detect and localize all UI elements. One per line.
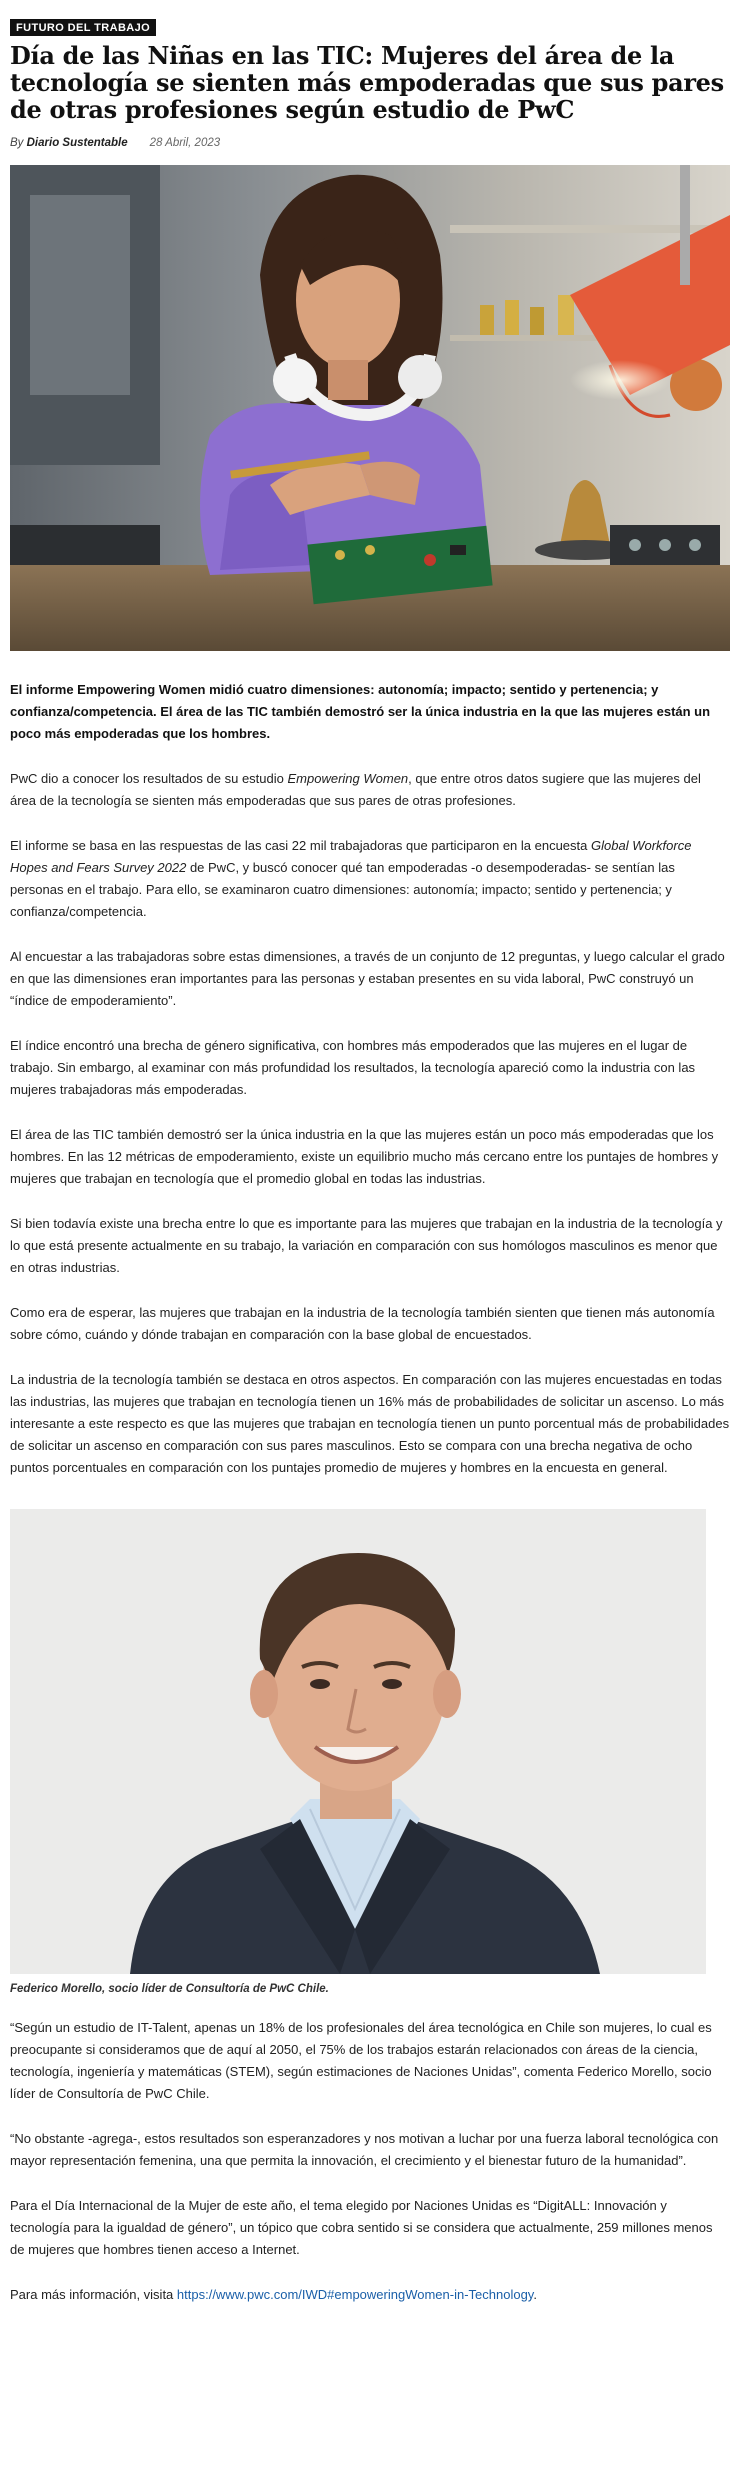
man-in-suit-portrait-photo	[10, 1509, 706, 1974]
lead-paragraph: El informe Empowering Women midió cuatro dimensiones: autonomía; impacto; sentido y pertenencia; y confianza/competencia. El área de las TIC también demostró ser la única industria en la que las mujeres están un poco más empoderadas que los hombres.	[10, 682, 711, 741]
article-body-continued	[10, 2017, 730, 2306]
more-info-link[interactable]: https://www.pwc.com/IWD#empoweringWomen-in-Technology	[176, 2287, 534, 2302]
paragraph: “No obstante -agrega-, estos resultados son esperanzadores y nos motivan a luchar por una fuerza laboral tecnológica con mayor representación femenina, una que permita la innovación, el crecimiento y el bienestar futuro de la humanidad”.	[10, 2131, 719, 2168]
paragraph: Al encuestar a las trabajadoras sobre estas dimensiones, a través de un conjunto de 12 preguntas, y luego calcular el grado en que las dimensiones eran importantes para las personas y estaban presentes en su vida laboral, PwC construyó un “índice de empoderamiento”.	[10, 949, 725, 1008]
paragraph: “Según un estudio de IT-Talent, apenas un 18% de los profesionales del área tecnológica en Chile son mujeres, lo cual es preocupante si consideramos que de aquí al 2050, el 75% de los trabajos estarán relacionados con áreas de la ciencia, tecnología, ingeniería y matemáticas (STEM), según estimaciones de Naciones Unidas”, comenta Federico Morello, socio líder de Consultoría de PwC Chile.	[10, 2020, 712, 2101]
paragraph	[10, 768, 730, 812]
portrait-image	[10, 1509, 706, 1974]
byline	[10, 137, 128, 149]
image-caption: Federico Morello, socio líder de Consultoría de PwC Chile.	[10, 1983, 329, 1995]
paragraph: Para el Día Internacional de la Mujer de este año, el tema elegido por Naciones Unidas es “DigitALL: Innovación y tecnología para la igualdad de género”, un tópico que cobra sentido si se considera que actualmente, 259 millones menos de mujeres que hombres tienen acceso a Internet.	[10, 2198, 713, 2257]
category-badge[interactable]: FUTURO DEL TRABAJO	[10, 19, 156, 36]
hero-image	[10, 165, 730, 651]
paragraph: Si bien todavía existe una brecha entre lo que es importante para las mujeres que trabajan en la industria de la tecnología y lo que está presente actualmente en su trabajo, la variación en comparación con sus homólogos masculinos es menor que en otras industrias.	[10, 1216, 723, 1275]
paragraph: El índice encontró una brecha de género significativa, con hombres más empoderados que las mujeres en el lugar de trabajo. Sin embargo, al examinar con más profundidad los resultados, la tecnología apareció como la industria con las mujeres trabajadoras más empoderadas.	[10, 1038, 696, 1097]
emphasis-text: Global Workforce Hopes and Fears Survey 2022	[10, 838, 692, 875]
article-meta	[10, 137, 730, 149]
emphasis-text: Empowering Women	[287, 771, 409, 786]
paragraph-text: El informe se basa en las respuestas de las casi 22 mil trabajadoras que participaron en la encuesta	[10, 838, 591, 853]
paragraph-text: Para más información, visita	[10, 2287, 177, 2302]
paragraph-text: de PwC, y buscó conocer qué tan empoderadas -o desempoderadas- se sentían las personas en el trabajo. Para ello, se examinaron cuatro dimensiones: autonomía; impacto; sentido y pertenencia; y confianza/competencia.	[10, 860, 675, 919]
article-title: Día de las Niñas en las TIC: Mujeres del área de la tecnología se sienten más empoderadas que sus pares de otras profesiones según estudio de PwC	[10, 41, 724, 124]
by-label: By	[10, 137, 24, 149]
paragraph: La industria de la tecnología también se destaca en otros aspectos. En comparación con las mujeres encuestadas en todas las industrias, las mujeres que trabajan en tecnología tienen un 16% más de probabilidades de solicitar un ascenso. Lo más interesante a este respecto es que las mujeres que trabajan en tecnología tienen un punto porcentual más de probabilidades de solicitar un ascenso en comparación con sus pares masculinos. Esto se compara con una brecha negativa de ocho puntos porcentuales en comparación con los puntajes promedio de mujeres y hombres en la encuesta en general.	[10, 1372, 730, 1475]
paragraph: El área de las TIC también demostró ser la única industria en la que las mujeres están un poco más empoderadas que los hombres. En las 12 métricas de empoderamiento, existe un equilibrio mucho más cercano entre los puntajes de hombres y mujeres que trabajan en tecnología que el promedio global en todas las industrias.	[10, 1127, 719, 1186]
article-body	[10, 679, 730, 1479]
paragraph-text: PwC dio a conocer los resultados de su estudio	[10, 771, 288, 786]
paragraph-text: .	[533, 2287, 537, 2302]
author-link[interactable]: Diario Sustentable	[26, 137, 128, 149]
publish-date: 28 Abril, 2023	[149, 137, 221, 149]
paragraph	[10, 835, 730, 923]
girl-soldering-electronics-photo	[10, 165, 730, 651]
paragraph: Como era de esperar, las mujeres que trabajan en la industria de la tecnología también sienten que tienen más autonomía sobre cómo, cuándo y dónde trabajan en comparación con la base global de encuestados.	[10, 1305, 715, 1342]
paragraph	[10, 2284, 730, 2306]
paragraph-text: , que entre otros datos sugiere que las mujeres del área de la tecnología se sienten más empoderadas que sus pares de otras profesiones.	[10, 771, 701, 808]
